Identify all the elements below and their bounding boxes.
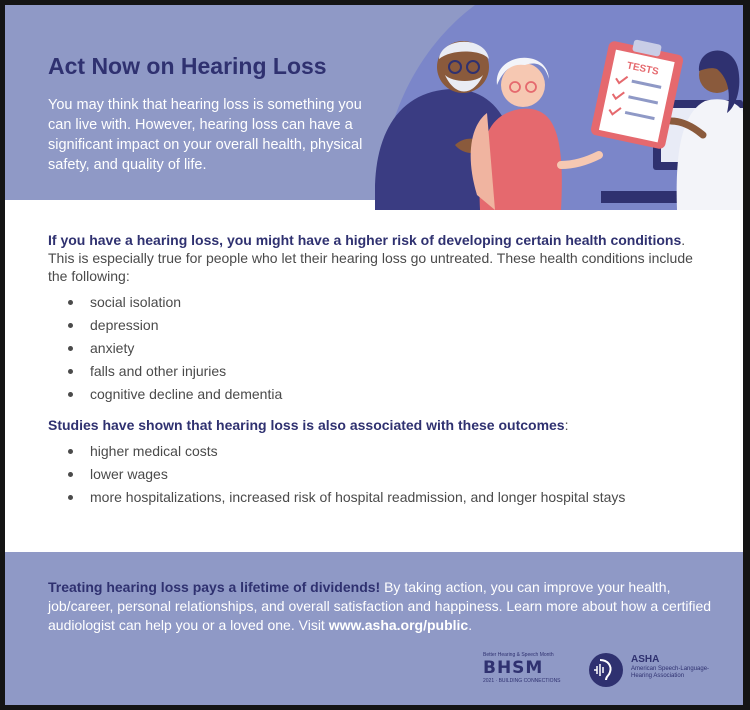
intro-paragraph: You may think that hearing loss is something you can live with. However, hearing loss can have a significant impact on your overall health, physical safety, and quality of life. — [48, 97, 363, 173]
footer-bold: Treating hearing loss pays a lifetime of dividends! — [48, 579, 381, 595]
bhsm-logo — [483, 652, 569, 694]
outcomes-intro — [48, 416, 698, 434]
outcomes-list — [48, 442, 698, 511]
illustration — [365, 5, 743, 210]
page-title: Act Now on Hearing Loss — [48, 53, 327, 79]
list-item: falls and other injuries — [68, 362, 698, 385]
list-item: lower wages — [68, 465, 698, 488]
clipboard-label: TESTS — [625, 60, 660, 78]
footer-band — [5, 552, 743, 705]
footer-body: By taking action, you can improve your health, job/career, personal relationships, and overall satisfaction and happiness. Learn more about how a certified audiologist can help you or a loved one. Visit — [48, 579, 712, 633]
conditions-intro — [48, 231, 698, 285]
content-body — [48, 231, 698, 511]
outcomes-lead-rest: : — [564, 417, 569, 433]
conditions-lead-bold: If you have a hearing loss, you might have a higher risk of developing certain health conditions — [48, 232, 682, 248]
bhsm-tagline: Better Hearing & Speech Month — [483, 652, 554, 658]
asha-logo-icon — [588, 652, 624, 688]
outcomes-lead-bold: Studies have shown that hearing loss is also associated with these outcomes — [48, 417, 565, 433]
list-item: social isolation — [68, 293, 698, 316]
conditions-list — [48, 293, 698, 408]
asha-name: ASHA — [631, 654, 660, 665]
list-item: cognitive decline and dementia — [68, 385, 698, 408]
footer-end: . — [468, 617, 473, 633]
list-item: depression — [68, 316, 698, 339]
asha-link[interactable]: www.asha.org/public — [328, 617, 469, 633]
footer-paragraph — [48, 578, 713, 635]
list-item: more hospitalizations, increased risk of hospital readmission, and longer hospital stays — [68, 488, 698, 511]
bhsm-wordmark: BHSM — [483, 658, 544, 678]
conditions-lead-rest: . This is especially true for people who let their hearing loss go untreated. These health conditions include the following: — [48, 232, 693, 284]
bhsm-subline: 2021 · BUILDING CONNECTIONS — [483, 678, 561, 684]
document-page — [5, 5, 743, 705]
list-item: anxiety — [68, 339, 698, 362]
asha-full-name: American Speech-Language-Hearing Association — [631, 666, 710, 679]
list-item: higher medical costs — [68, 442, 698, 465]
